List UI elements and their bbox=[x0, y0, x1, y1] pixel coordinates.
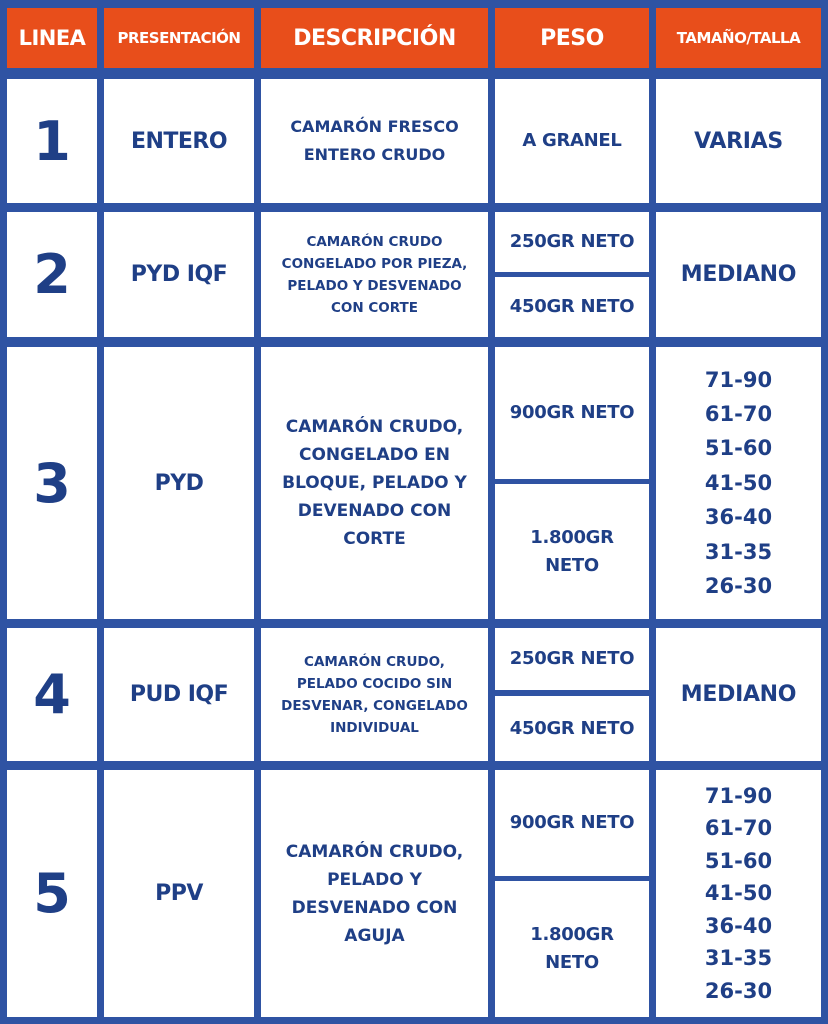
header-presentacion: PRESENTACIÓN bbox=[104, 8, 254, 68]
size-item: 26-30 bbox=[704, 978, 773, 1003]
size-item: 51-60 bbox=[704, 436, 773, 461]
size-item: 41-50 bbox=[704, 470, 773, 495]
size-item: 31-35 bbox=[704, 946, 773, 971]
row-3-tallas bbox=[656, 347, 821, 619]
row-2-peso-1: 250GR NETO bbox=[495, 212, 649, 272]
size-item: 41-50 bbox=[704, 881, 773, 906]
row-4-descripcion: CAMARÓN CRUDO, PELADO COCIDO SIN DESVENAR, CONGELADO INDIVIDUAL bbox=[261, 628, 488, 761]
row-4-talla: MEDIANO bbox=[656, 628, 821, 761]
row-5-peso-2: 1.800GR NETO bbox=[495, 881, 649, 1017]
row-1-descripcion: CAMARÓN FRESCO ENTERO CRUDO bbox=[261, 79, 488, 203]
size-item: 61-70 bbox=[704, 401, 773, 426]
row-3-peso-2: 1.800GR NETO bbox=[495, 484, 649, 619]
row-4-peso-2: 450GR NETO bbox=[495, 696, 649, 761]
header-talla: TAMAÑO/TALLA bbox=[656, 8, 821, 68]
header-linea: LINEA bbox=[7, 8, 97, 68]
row-1-peso: A GRANEL bbox=[495, 79, 649, 203]
size-item: 51-60 bbox=[704, 848, 773, 873]
row-3-descripcion: CAMARÓN CRUDO, CONGELADO EN BLOQUE, PELADO Y DEVENADO CON CORTE bbox=[261, 347, 488, 619]
size-item: 71-90 bbox=[704, 783, 773, 808]
row-3-peso-1: 900GR NETO bbox=[495, 347, 649, 479]
size-item: 36-40 bbox=[704, 505, 773, 530]
size-item: 71-90 bbox=[704, 367, 773, 392]
row-5-descripcion: CAMARÓN CRUDO, PELADO Y DESVENADO CON AGUJA bbox=[261, 770, 488, 1017]
header-peso: PESO bbox=[495, 8, 649, 68]
row-2-talla: MEDIANO bbox=[656, 212, 821, 337]
row-2-linea: 2 bbox=[7, 212, 97, 337]
row-4-presentacion: PUD IQF bbox=[104, 628, 254, 761]
row-4-peso-1: 250GR NETO bbox=[495, 628, 649, 690]
row-2-peso-2: 450GR NETO bbox=[495, 277, 649, 337]
row-5-tallas bbox=[656, 770, 821, 1017]
header-descripcion: DESCRIPCIÓN bbox=[261, 8, 488, 68]
row-3-presentacion: PYD bbox=[104, 347, 254, 619]
size-item: 31-35 bbox=[704, 539, 773, 564]
size-item: 26-30 bbox=[704, 574, 773, 599]
row-1-presentacion: ENTERO bbox=[104, 79, 254, 203]
row-5-linea: 5 bbox=[7, 770, 97, 1017]
row-2-presentacion: PYD IQF bbox=[104, 212, 254, 337]
size-item: 61-70 bbox=[704, 816, 773, 841]
row-1-linea: 1 bbox=[7, 79, 97, 203]
row-1-talla: VARIAS bbox=[656, 79, 821, 203]
row-2-descripcion: CAMARÓN CRUDO CONGELADO POR PIEZA, PELADO Y DESVENADO CON CORTE bbox=[261, 212, 488, 337]
row-5-peso-1: 900GR NETO bbox=[495, 770, 649, 876]
row-3-linea: 3 bbox=[7, 347, 97, 619]
row-5-presentacion: PPV bbox=[104, 770, 254, 1017]
row-4-linea: 4 bbox=[7, 628, 97, 761]
size-item: 36-40 bbox=[704, 913, 773, 938]
